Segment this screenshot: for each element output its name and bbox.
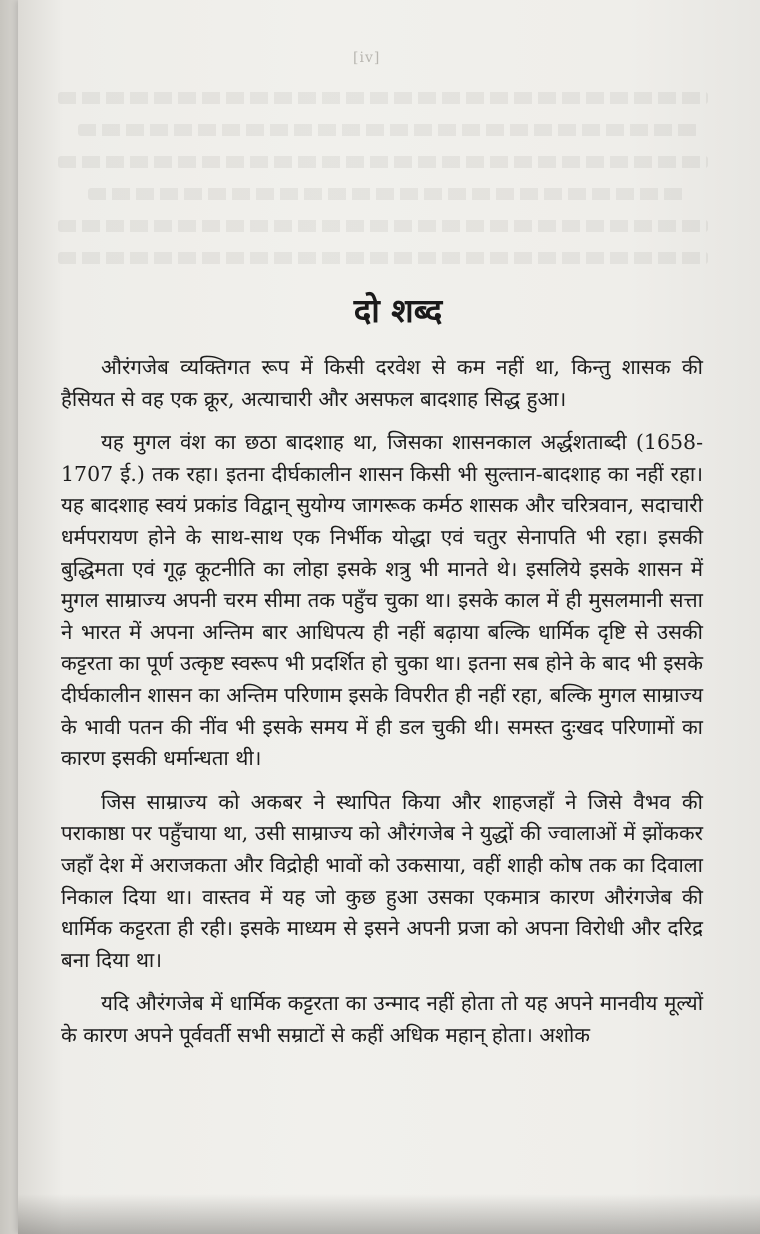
body-text xyxy=(61,352,703,1063)
paragraph-2: यह मुगल वंश का छठा बादशाह था, जिसका शासनकाल अर्द्धशताब्दी (1658-1707 ई.) तक रहा। इतना दीर्घकालीन शासन किसी भी सुल्तान-बादशाह का नहीं रहा। यह बादशाह स्वयं प्रकांड विद्वान् सुयोग्य जागरूक कर्मठ शासक और चरित्रवान, सदाचारी धर्मपरायण होने के साथ-साथ एक निर्भीक योद्धा एवं चतुर सेनापति भी रहा। इसकी बुद्धिमता एवं गूढ़ कूटनीति का लोहा इसके शत्रु भी मानते थे। इसलिये इसके शासन में मुगल साम्राज्य अपनी चरम सीमा तक पहुँच चुका था। इसके काल में ही मुसलमानी सत्ता ने भारत में अपना अन्तिम बार आधिपत्य ही नहीं बढ़ाया बल्कि धार्मिक दृष्टि से उसकी कट्टरता का पूर्ण उत्कृष्ट स्वरूप भी प्रदर्शित हो चुका था। इतना सब होने के बाद भी इसके दीर्घकालीन शासन का अन्तिम परिणाम इसके विपरीत ही नहीं रहा, बल्कि मुगल साम्राज्य के भावी पतन की नींव भी इसके समय में ही डल चुकी थी। समस्त दुःखद परिणामों का कारण इसकी धर्मान्धता थी। xyxy=(61,430,703,771)
page-number: [iv] xyxy=(353,50,381,66)
book-gutter xyxy=(0,0,18,1234)
bleed-through-line xyxy=(78,124,698,136)
bleed-through-line xyxy=(58,220,708,232)
paragraph-4: यदि औरंगजेब में धार्मिक कट्टरता का उन्माद नहीं होता तो यह अपने मानवीय मूल्यों के कारण अपने पूर्ववर्ती सभी सम्राटों से कहीं अधिक महान् होता। अशोक xyxy=(61,991,703,1047)
bleed-through-line xyxy=(58,252,708,264)
page-bottom-shadow xyxy=(18,1194,760,1234)
bleed-through-line xyxy=(88,188,688,200)
paragraph-1: औरंगजेब व्यक्तिगत रूप में किसी दरवेश से कम नहीं था, किन्तु शासक की हैसियत से वह एक क्रूर, अत्याचारी और असफल बादशाह सिद्ध हुआ। xyxy=(61,355,703,411)
page-heading: दो शब्द xyxy=(353,291,443,330)
bleed-through-line xyxy=(58,156,708,168)
book-page xyxy=(18,0,760,1234)
paragraph-3: जिस साम्राज्य को अकबर ने स्थापित किया और शाहजहाँ ने जिसे वैभव की पराकाष्ठा पर पहुँचाया था, उसी साम्राज्य को औरंगजेब ने युद्धों की ज्वालाओं में झोंककर जहाँ देश में अराजकता और विद्रोही भावों को उकसाया, वहीं शाही कोष तक का दिवाला निकाल दिया था। वास्तव में यह जो कुछ हुआ उसका एकमात्र कारण औरंगजेब की धार्मिक कट्टरता ही रही। इसके माध्यम से इसने अपनी प्रजा को अपना विरोधी और दरिद्र बना दिया था। xyxy=(61,789,703,972)
bleed-through-line xyxy=(58,92,708,104)
